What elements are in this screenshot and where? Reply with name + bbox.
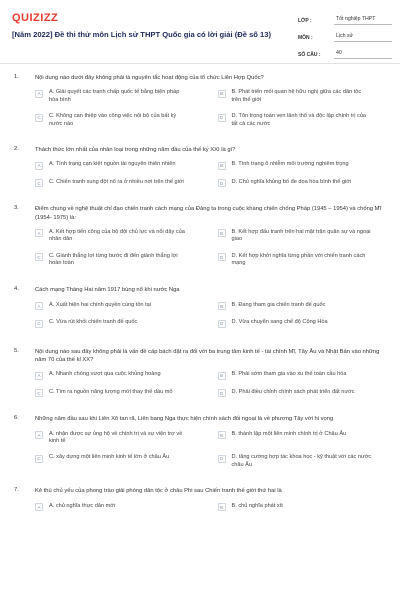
option-text: D. Chủ nghĩa khủng bố đe dọa hòa bình thế giới xyxy=(231,178,352,185)
option-row xyxy=(35,179,400,188)
answer-options xyxy=(0,503,400,512)
answer-option[interactable] xyxy=(218,253,398,268)
question-list xyxy=(0,74,400,529)
option-letter-box: C xyxy=(35,320,43,328)
question-text: Kẻ thù chủ yếu của phong trào giải phóng dân tộc ở châu Phi sau Chiến tranh thế giới thứ hai là xyxy=(35,488,282,495)
question-header xyxy=(0,286,400,294)
question-item xyxy=(0,286,400,327)
option-letter-box: A xyxy=(35,503,43,511)
question-header xyxy=(0,74,400,82)
option-row xyxy=(35,161,400,170)
option-text: B. thành lập một liên minh chính trị ở Châu Âu xyxy=(231,430,347,437)
option-text: D. Kết hợp khởi nghĩa từng phần với chiến tranh cách mạng xyxy=(231,252,366,267)
answer-option[interactable] xyxy=(218,503,398,512)
option-text: A. chủ nghĩa thực dân mới xyxy=(49,502,116,509)
option-row xyxy=(35,253,400,268)
answer-option[interactable] xyxy=(35,503,215,512)
option-text: B. Phát triển mối quan hệ hữu nghị giữa các dân tộc trên thế giới xyxy=(231,89,362,103)
option-letter-box: D xyxy=(218,455,226,463)
meta-value: Lịch sử xyxy=(334,33,392,42)
answer-option[interactable] xyxy=(218,371,398,380)
question-item xyxy=(0,348,400,398)
answer-option[interactable] xyxy=(218,319,398,328)
option-row xyxy=(35,89,400,104)
option-text: C. Không can thiệp vào công việc nội bộ của bất kỳ nước nào xyxy=(49,113,177,127)
option-row xyxy=(35,229,400,244)
option-letter-box: A xyxy=(35,372,43,380)
answer-option[interactable] xyxy=(35,302,215,311)
meta-row-count xyxy=(298,48,392,61)
option-letter-box: A xyxy=(35,162,43,170)
option-row xyxy=(35,371,400,380)
option-text: B. chủ nghĩa phát xít xyxy=(231,502,283,509)
option-letter-box: C xyxy=(35,253,43,261)
answer-option[interactable] xyxy=(35,454,215,469)
question-header xyxy=(0,415,400,423)
option-letter-box: B xyxy=(218,162,226,170)
answer-options xyxy=(0,161,400,187)
option-text: C. Vừa rút khỏi chiến tranh đế quốc xyxy=(49,319,138,326)
question-header xyxy=(0,348,400,365)
question-number: 4. xyxy=(14,286,19,293)
answer-option[interactable] xyxy=(218,454,398,469)
quizizz-logo: QUIZIZZ xyxy=(12,12,59,24)
meta-panel xyxy=(298,14,392,65)
answer-option[interactable] xyxy=(218,179,398,188)
answer-option[interactable] xyxy=(35,89,215,104)
option-letter-box: D xyxy=(218,114,226,122)
option-letter-box: B xyxy=(218,431,226,439)
answer-option[interactable] xyxy=(218,431,398,446)
option-letter-box: B xyxy=(218,302,226,310)
option-row xyxy=(35,454,400,469)
question-number: 7. xyxy=(14,487,19,494)
option-text: C. xây dựng một liên minh kinh tế lớn ở châu Âu xyxy=(49,454,170,461)
option-row xyxy=(35,113,400,128)
option-letter-box: B xyxy=(218,503,226,511)
answer-option[interactable] xyxy=(35,431,215,446)
answer-option[interactable] xyxy=(35,371,215,380)
meta-row-class xyxy=(298,14,392,27)
meta-value: 40 xyxy=(334,50,392,59)
option-letter-box: C xyxy=(35,114,43,122)
answer-option[interactable] xyxy=(35,113,215,128)
option-text: D. Tôn trọng toàn vẹn lãnh thổ và độc lập chính trị của tất cả các nước xyxy=(231,113,367,127)
meta-row-subject xyxy=(298,31,392,44)
option-text: A. Kết hợp tiến công của bộ đội chủ lực và nổi dậy của nhân dân xyxy=(49,228,185,243)
answer-options xyxy=(0,302,400,328)
question-item xyxy=(0,487,400,511)
option-row xyxy=(35,302,400,311)
option-text: B. Đang tham gia chiến tranh đế quốc xyxy=(231,301,326,308)
answer-option[interactable] xyxy=(218,89,398,104)
question-text: Thách thức lớn nhất của nhân loại trong những năm đầu của thế kỷ XXI là gì? xyxy=(35,146,236,153)
option-letter-box: C xyxy=(35,455,43,463)
option-letter-box: A xyxy=(35,229,43,237)
answer-options xyxy=(0,229,400,268)
option-text: C. Giành thắng lợi từng bước đi đến giành thắng lợi hoàn toàn xyxy=(49,252,178,267)
option-letter-box: D xyxy=(218,389,226,397)
question-header xyxy=(0,146,400,154)
option-letter-box: C xyxy=(35,389,43,397)
question-number: 6. xyxy=(14,415,19,422)
answer-option[interactable] xyxy=(35,253,215,268)
question-header xyxy=(0,487,400,495)
answer-option[interactable] xyxy=(218,161,398,170)
option-text: D. tăng cường hợp tác khoa học - kỹ thuật với các nước châu Âu xyxy=(231,454,372,468)
question-item xyxy=(0,146,400,187)
answer-options xyxy=(0,89,400,128)
question-text: Điểm chung về nghệ thuật chỉ đạo chiến tranh cách mạng của Đảng ta trong cuộc kháng chiến chống Pháp (1945 – 1954) và chống Mĩ (1954- 1975) là: xyxy=(35,206,382,221)
meta-value: Tốt nghiệp THPT xyxy=(334,16,392,25)
option-text: A. Tình trạng cạn kiệt nguồn tài nguyên thiên nhiên xyxy=(49,161,176,168)
option-letter-box: A xyxy=(35,431,43,439)
answer-option[interactable] xyxy=(218,302,398,311)
option-letter-box: B xyxy=(218,229,226,237)
question-text: Cách mạng Tháng Hai năm 1917 bùng nổ khi nước Nga xyxy=(35,287,180,294)
option-letter-box: A xyxy=(35,302,43,310)
question-header xyxy=(0,205,400,222)
question-number: 3. xyxy=(14,205,19,212)
answer-option[interactable] xyxy=(218,229,398,244)
option-text: C. Chiến tranh xung đột nổ ra ở nhiều nơi trên thế giới xyxy=(49,178,184,185)
meta-label: MÔN : xyxy=(298,34,313,41)
question-text: Những năm đầu sau khi Liên Xô tan rã, Liên bang Nga thực hiện chính sách đối ngoại là về phương Tây với hi vọng xyxy=(35,416,334,423)
header-divider xyxy=(0,63,400,64)
option-text: B. Phải sớm tham gia vào xu thế toàn cầu hóa xyxy=(231,371,347,378)
question-number: 1. xyxy=(14,74,19,80)
option-text: A. Xuất hiện hai chính quyền cùng tồn tại xyxy=(49,301,152,308)
answer-options xyxy=(0,371,400,397)
answer-option[interactable] xyxy=(218,113,398,128)
answer-option[interactable] xyxy=(35,389,215,398)
question-number: 5. xyxy=(14,347,19,354)
option-text: C. Tìm ra nguồn năng lượng mới thay thế dầu mỏ xyxy=(49,388,173,395)
option-letter-box: A xyxy=(35,90,43,98)
question-text: Nội dung nào dưới đây không phải là nguyên tắc hoạt động của tổ chức Liên Hợp Quốc? xyxy=(35,75,264,81)
option-text: A. nhận được sự ủng hộ về chính trị và sự viện trợ về kinh tế xyxy=(49,430,183,445)
question-text: Nội dung nào sau đây không phải là vấn đề cấp bách đặt ra đối với ba trung tâm kinh tế - tài chính Mĩ, Tây Âu và Nhật Bản vào những năm 70 của thế kỉ XX? xyxy=(35,348,380,364)
answer-options xyxy=(0,431,400,470)
option-row xyxy=(35,319,400,328)
answer-option[interactable] xyxy=(35,319,215,328)
option-text: A. Nhanh chóng vượt qua cuộc khủng hoảng xyxy=(49,371,161,378)
option-text: D. Vừa chuyển sang chế độ Cộng Hòa xyxy=(231,319,328,326)
option-row xyxy=(35,389,400,398)
option-letter-box: C xyxy=(35,179,43,187)
option-letter-box: B xyxy=(218,90,226,98)
question-item xyxy=(0,415,400,469)
meta-label: SỐ CÂU : xyxy=(298,51,321,58)
answer-option[interactable] xyxy=(35,179,215,188)
document-header xyxy=(0,0,400,64)
option-text: A. Giải quyết các tranh chấp quốc tế bằng biện pháp hòa bình xyxy=(49,89,180,103)
answer-option[interactable] xyxy=(35,161,215,170)
question-item xyxy=(0,205,400,267)
question-number: 2. xyxy=(14,145,19,152)
answer-option[interactable] xyxy=(35,229,215,244)
option-letter-box: D xyxy=(218,320,226,328)
question-item xyxy=(0,74,400,128)
answer-option[interactable] xyxy=(218,389,398,398)
option-text: B. Tình trạng ô nhiễm môi trường nghiêm trọng xyxy=(231,161,349,168)
document-title: [Năm 2022] Đề thi thử môn Lịch sử THPT Quốc gia có lời giải (Đề số 13) xyxy=(12,30,272,39)
option-row xyxy=(35,431,400,446)
option-letter-box: D xyxy=(218,179,226,187)
option-letter-box: D xyxy=(218,253,226,261)
meta-label: LỚP : xyxy=(298,17,312,24)
option-text: B. Kết hợp đấu tranh trên hai mặt trận quân sự và ngoại giao xyxy=(231,228,371,243)
option-text: D. Phải điều chỉnh chính sách phát triển đất nước xyxy=(231,388,355,395)
option-row xyxy=(35,503,400,512)
option-letter-box: B xyxy=(218,372,226,380)
